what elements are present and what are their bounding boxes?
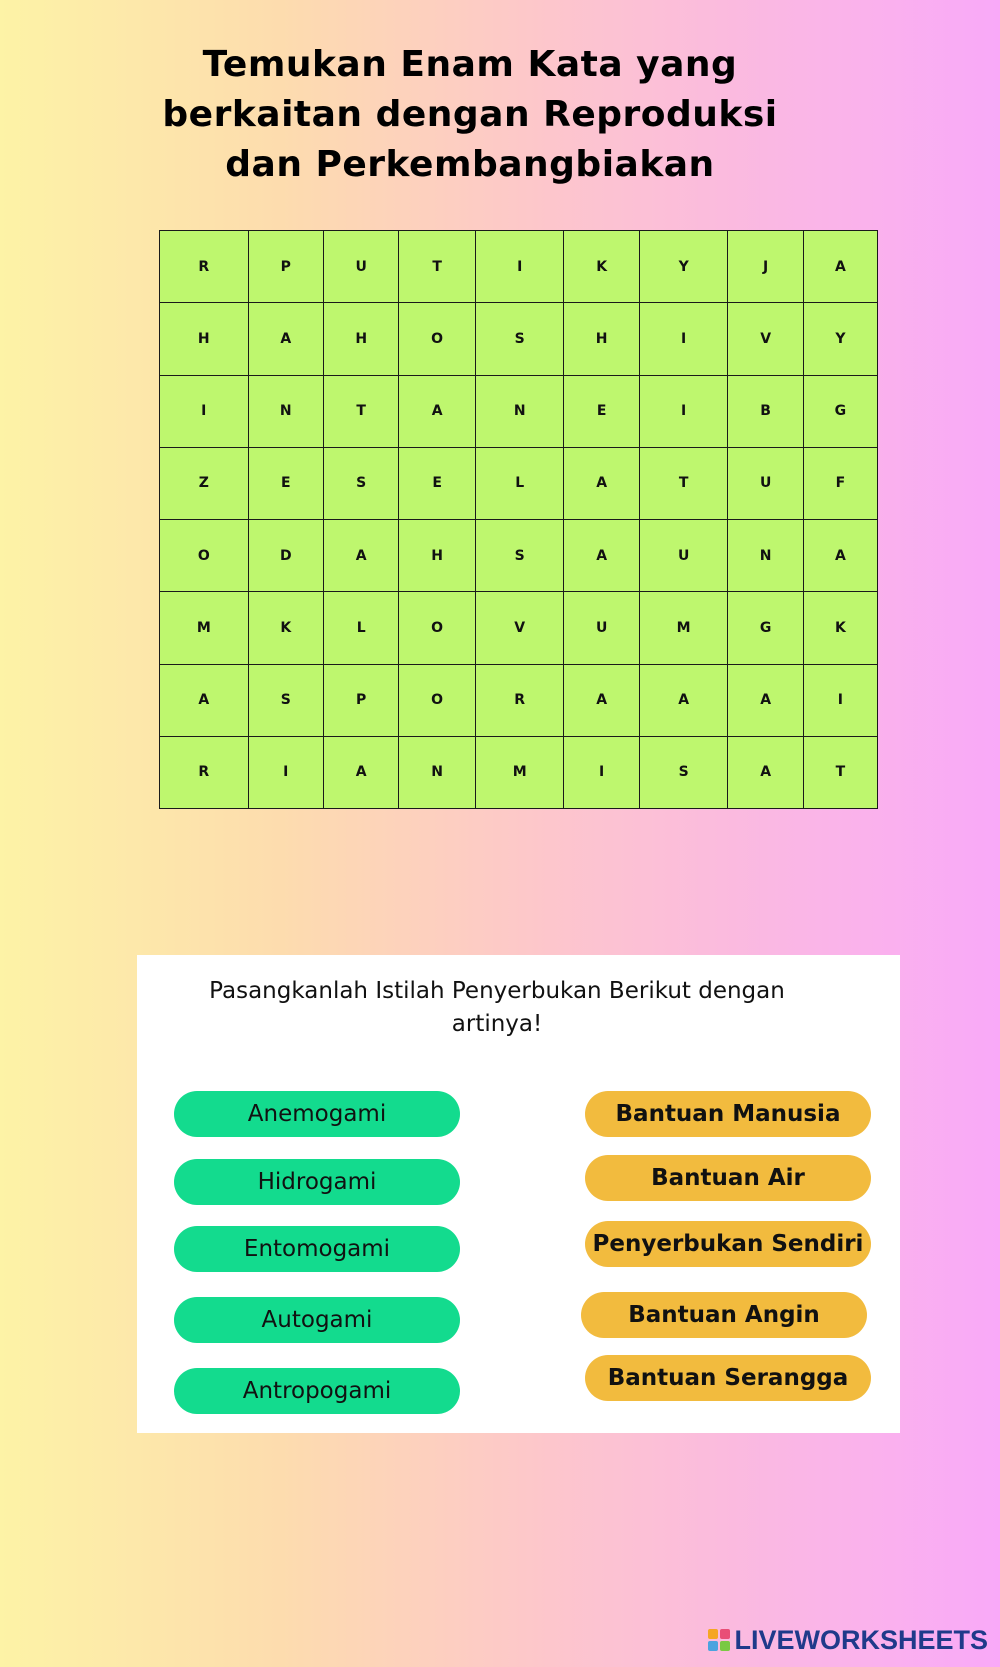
grid-cell[interactable]: H bbox=[160, 303, 249, 375]
grid-cell[interactable]: M bbox=[639, 592, 728, 664]
page-title bbox=[150, 40, 790, 190]
grid-cell[interactable]: A bbox=[564, 664, 639, 736]
grid-cell[interactable]: M bbox=[160, 592, 249, 664]
grid-cell[interactable]: R bbox=[160, 736, 249, 808]
grid-row bbox=[160, 520, 878, 592]
meaning-bantuan-air[interactable]: Bantuan Air bbox=[585, 1155, 871, 1201]
grid-cell[interactable]: S bbox=[475, 303, 564, 375]
meaning-bantuan-serangga[interactable]: Bantuan Serangga bbox=[585, 1355, 871, 1401]
grid-cell[interactable]: M bbox=[475, 736, 564, 808]
grid-cell[interactable]: E bbox=[564, 375, 639, 447]
grid-cell[interactable]: A bbox=[248, 303, 323, 375]
grid-cell[interactable]: K bbox=[564, 231, 639, 303]
term-hidrogami[interactable]: Hidrogami bbox=[174, 1159, 460, 1205]
grid-row bbox=[160, 592, 878, 664]
grid-row bbox=[160, 664, 878, 736]
grid-cell[interactable]: H bbox=[564, 303, 639, 375]
liveworksheets-mark-icon bbox=[708, 1629, 730, 1651]
grid-cell[interactable]: V bbox=[475, 592, 564, 664]
meaning-bantuan-angin[interactable]: Bantuan Angin bbox=[581, 1292, 867, 1338]
grid-cell[interactable]: I bbox=[160, 375, 249, 447]
grid-cell[interactable]: I bbox=[639, 303, 728, 375]
grid-cell[interactable]: K bbox=[803, 592, 877, 664]
grid-cell[interactable]: A bbox=[399, 375, 476, 447]
grid-cell[interactable]: I bbox=[639, 375, 728, 447]
grid-cell[interactable]: O bbox=[399, 592, 476, 664]
grid-row bbox=[160, 447, 878, 519]
grid-cell[interactable]: F bbox=[803, 447, 877, 519]
grid-cell[interactable]: N bbox=[399, 736, 476, 808]
grid-cell[interactable]: E bbox=[248, 447, 323, 519]
grid-cell[interactable]: V bbox=[728, 303, 803, 375]
grid-cell[interactable]: O bbox=[399, 303, 476, 375]
grid-cell[interactable]: T bbox=[399, 231, 476, 303]
grid-cell[interactable]: L bbox=[475, 447, 564, 519]
grid-cell[interactable]: I bbox=[564, 736, 639, 808]
grid-cell[interactable]: B bbox=[728, 375, 803, 447]
matching-instruction: Pasangkanlah Istilah Penyerbukan Berikut dengan artinya! bbox=[209, 978, 785, 1037]
grid-cell[interactable]: I bbox=[248, 736, 323, 808]
grid-cell[interactable]: N bbox=[475, 375, 564, 447]
grid-cell[interactable]: T bbox=[639, 447, 728, 519]
grid-cell[interactable]: P bbox=[323, 664, 398, 736]
grid-cell[interactable]: O bbox=[160, 520, 249, 592]
grid-cell[interactable]: H bbox=[323, 303, 398, 375]
grid-cell[interactable]: S bbox=[475, 520, 564, 592]
grid-cell[interactable]: G bbox=[728, 592, 803, 664]
term-entomogami[interactable]: Entomogami bbox=[174, 1226, 460, 1272]
grid-cell[interactable]: O bbox=[399, 664, 476, 736]
grid-cell[interactable]: S bbox=[248, 664, 323, 736]
grid-cell[interactable]: A bbox=[803, 231, 877, 303]
term-anemogami[interactable]: Anemogami bbox=[174, 1091, 460, 1137]
grid-row bbox=[160, 736, 878, 808]
grid-cell[interactable]: S bbox=[639, 736, 728, 808]
liveworksheets-logo bbox=[708, 1625, 988, 1655]
grid-cell[interactable]: H bbox=[399, 520, 476, 592]
grid-cell[interactable]: I bbox=[475, 231, 564, 303]
grid-cell[interactable]: J bbox=[728, 231, 803, 303]
grid-cell[interactable]: R bbox=[160, 231, 249, 303]
grid-cell[interactable]: I bbox=[803, 664, 877, 736]
grid-cell[interactable]: P bbox=[248, 231, 323, 303]
grid-cell[interactable]: D bbox=[248, 520, 323, 592]
grid-cell[interactable]: Y bbox=[803, 303, 877, 375]
grid-cell[interactable]: A bbox=[564, 447, 639, 519]
grid-cell[interactable]: A bbox=[160, 664, 249, 736]
brand-name: LIVEWORKSHEETS bbox=[734, 1624, 988, 1655]
grid-cell[interactable]: A bbox=[803, 520, 877, 592]
matching-panel bbox=[137, 955, 900, 1433]
grid-cell[interactable]: T bbox=[803, 736, 877, 808]
grid-row bbox=[160, 231, 878, 303]
term-autogami[interactable]: Autogami bbox=[174, 1297, 460, 1343]
grid-cell[interactable]: A bbox=[728, 736, 803, 808]
grid-cell[interactable]: U bbox=[323, 231, 398, 303]
grid-cell[interactable]: N bbox=[728, 520, 803, 592]
grid-cell[interactable]: Z bbox=[160, 447, 249, 519]
meaning-bantuan-manusia[interactable]: Bantuan Manusia bbox=[585, 1091, 871, 1137]
grid-cell[interactable]: A bbox=[728, 664, 803, 736]
grid-row bbox=[160, 375, 878, 447]
grid-cell[interactable]: E bbox=[399, 447, 476, 519]
grid-cell[interactable]: Y bbox=[639, 231, 728, 303]
grid-cell[interactable]: A bbox=[639, 664, 728, 736]
grid-cell[interactable]: S bbox=[323, 447, 398, 519]
grid-cell[interactable]: T bbox=[323, 375, 398, 447]
term-antropogami[interactable]: Antropogami bbox=[174, 1368, 460, 1414]
title-line-2: berkaitan dengan Reproduksi bbox=[162, 94, 778, 135]
grid-cell[interactable]: G bbox=[803, 375, 877, 447]
grid-row bbox=[160, 303, 878, 375]
grid-cell[interactable]: U bbox=[728, 447, 803, 519]
grid-cell[interactable]: U bbox=[564, 592, 639, 664]
grid-cell[interactable]: A bbox=[564, 520, 639, 592]
grid-cell[interactable]: A bbox=[323, 736, 398, 808]
title-line-3: dan Perkembangbiakan bbox=[225, 144, 715, 185]
meaning-penyerbukan-sendiri[interactable]: Penyerbukan Sendiri bbox=[585, 1221, 871, 1267]
grid-cell[interactable]: N bbox=[248, 375, 323, 447]
grid-cell[interactable]: L bbox=[323, 592, 398, 664]
grid-cell[interactable]: K bbox=[248, 592, 323, 664]
word-search-grid bbox=[159, 230, 878, 809]
grid-cell[interactable]: R bbox=[475, 664, 564, 736]
title-line-1: Temukan Enam Kata yang bbox=[202, 44, 738, 85]
grid-cell[interactable]: U bbox=[639, 520, 728, 592]
grid-cell[interactable]: A bbox=[323, 520, 398, 592]
